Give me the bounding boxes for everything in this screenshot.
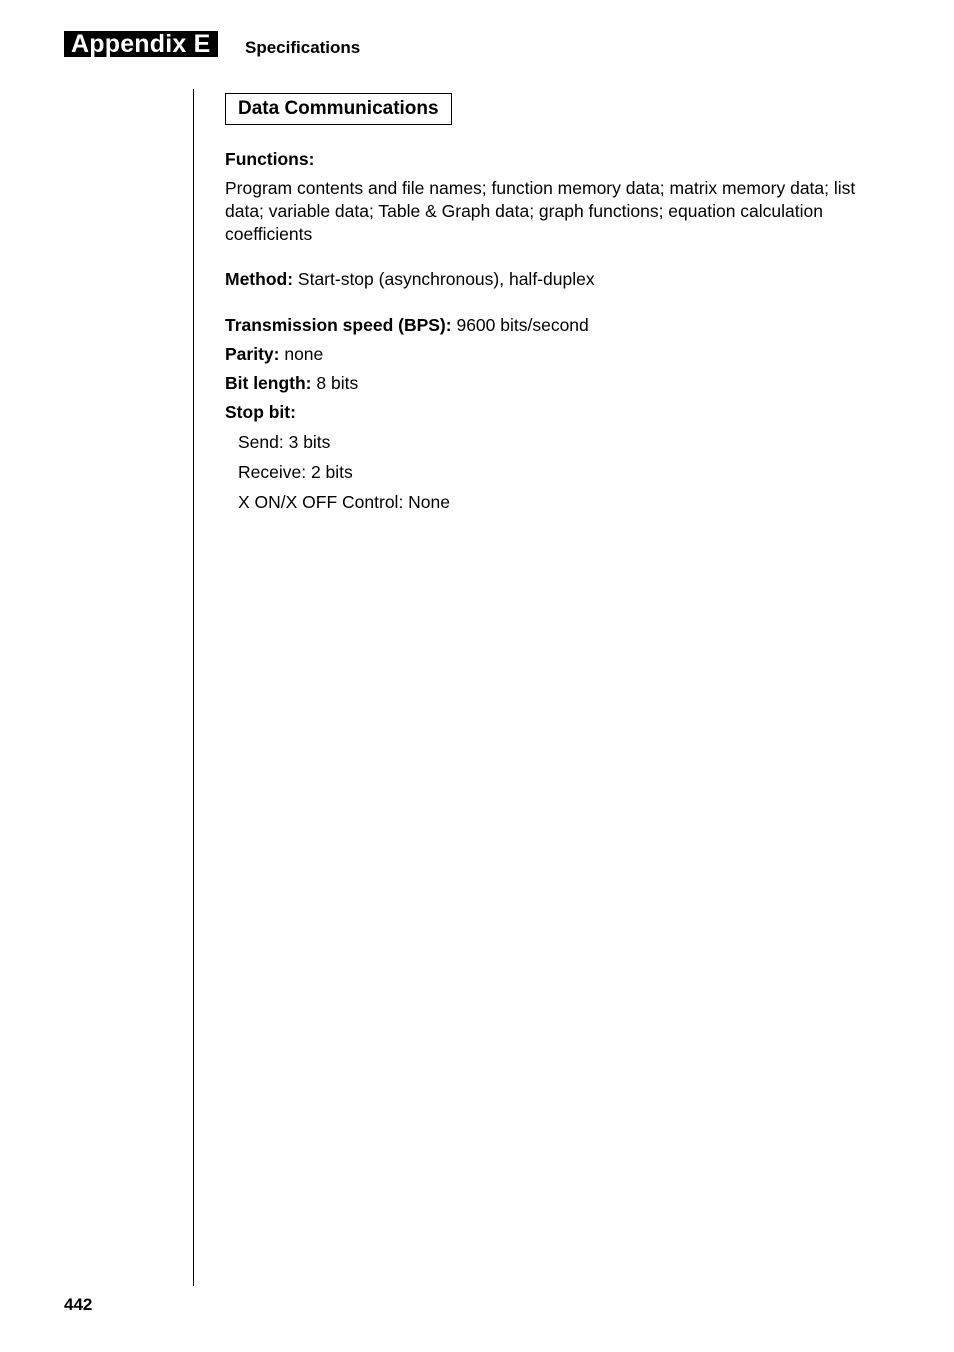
bitlength-row <box>225 372 895 395</box>
bitlength-value: 8 bits <box>311 373 359 393</box>
xonxoff-control: X ON/X OFF Control: None <box>238 492 451 512</box>
page-number: 442 <box>64 1295 93 1314</box>
parity-value: none <box>279 344 324 364</box>
bitlength-label: Bit length: <box>225 373 312 393</box>
main-content <box>225 93 895 514</box>
method-value: Start-stop (asynchronous), half-duplex <box>293 269 595 289</box>
stopbit-receive: Receive: 2 bits <box>238 462 353 482</box>
method-row <box>225 268 895 291</box>
margin-rule <box>193 89 194 1286</box>
speed-value: 9600 bits/second <box>451 315 589 335</box>
chapter-title: Specifications <box>245 38 361 57</box>
parity-label: Parity: <box>225 344 280 364</box>
stopbit-send: Send: 3 bits <box>238 432 331 452</box>
speed-label: Transmission speed (BPS): <box>225 315 452 335</box>
functions-text: Program contents and file names; function memory data; matrix memory data; list data; variable data; Table & Graph data; graph functions; equation calculation coefficients <box>225 178 856 244</box>
parity-row <box>225 343 895 366</box>
method-label: Method: <box>225 269 294 289</box>
speed-row <box>225 314 895 337</box>
section-title: Data Communications <box>225 93 452 125</box>
functions-label: Functions: <box>225 149 315 169</box>
stopbit-label: Stop bit: <box>225 402 296 422</box>
appendix-label: Appendix E <box>64 31 218 57</box>
